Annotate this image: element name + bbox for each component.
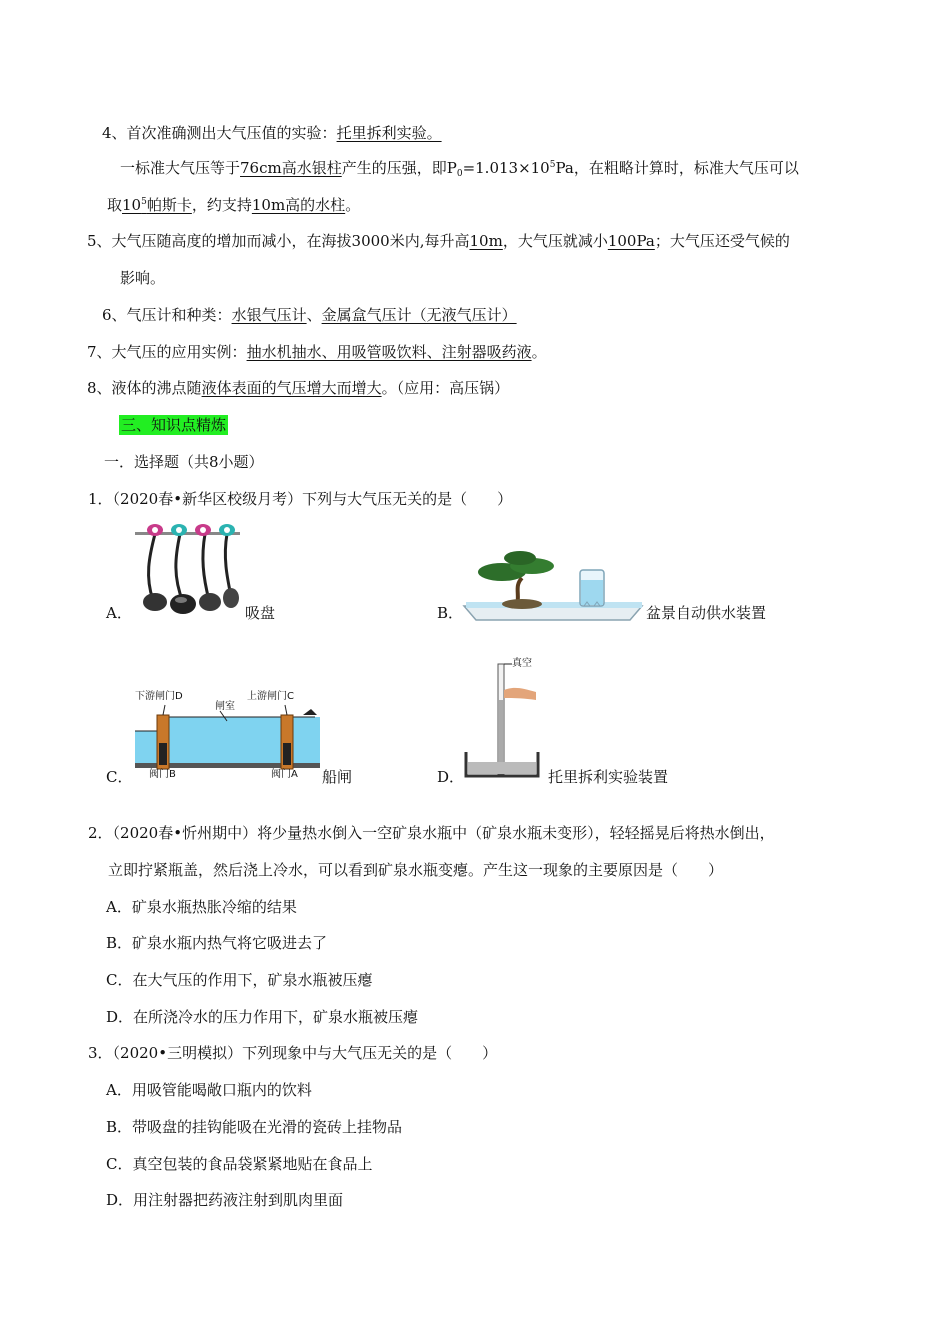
q1-option-b-letter: B． <box>437 604 464 622</box>
sub-heading: 一．选择题（共8小题） <box>104 453 264 471</box>
point-8: 8、液体的沸点随液体表面的气压增大而增大。（应用：高压锅） <box>87 379 510 397</box>
lock-downstream-gate-label: 下游闸门D <box>135 691 183 702</box>
question-2-stem-line2: 立即拧紧瓶盖，然后浇上冷水，可以看到矿泉水瓶变瘪。产生这一现象的主要原因是（ ） <box>108 861 724 879</box>
lock-valve-a-label: 阀门A <box>271 769 298 780</box>
q2-option-d: D．在所浇冷水的压力作用下，矿泉水瓶被压瘪 <box>106 1008 419 1026</box>
q3-option-c: C．真空包装的食品袋紧紧地贴在食品上 <box>106 1155 373 1173</box>
q1-option-c-letter: C． <box>106 768 133 786</box>
q1-option-d-letter: D． <box>437 768 465 786</box>
q1-option-a-letter: A． <box>106 604 132 622</box>
point-5: 5、大气压随高度的增加而减小，在海拔3000米内,每升高10m，大气压就减小100Pa；大气压还受气候的 <box>87 232 790 250</box>
q1-option-d-text: 托里拆利实验装置 <box>548 768 669 786</box>
point-4: 4、首次准确测出大气压值的实验：托里拆利实验。 <box>102 124 442 142</box>
torricelli-vacuum-label: 真空 <box>512 658 532 669</box>
q2-option-b: B．矿泉水瓶内热气将它吸进去了 <box>106 934 328 952</box>
q3-option-d: D．用注射器把药液注射到肌肉里面 <box>106 1191 344 1209</box>
q3-option-a: A．用吸管能喝敞口瓶内的饮料 <box>106 1081 312 1099</box>
question-2-stem: 2．（2020春•忻州期中）将少量热水倒入一空矿泉水瓶中（矿泉水瓶未变形），轻轻摇晃后将热水倒出， <box>88 824 775 842</box>
q2-option-a: A．矿泉水瓶热胀冷缩的结果 <box>106 898 297 916</box>
q2-option-c: C．在大气压的作用下，矿泉水瓶被压瘪 <box>106 971 373 989</box>
torricelli-apparatus-image <box>462 660 544 784</box>
q1-option-c-text: 船闸 <box>322 768 353 786</box>
lock-valve-b-label: 阀门B <box>149 769 176 780</box>
point-5-line2: 影响。 <box>120 269 166 287</box>
q1-option-b-text: 盆景自动供水装置 <box>646 604 767 622</box>
q1-option-a-text: 吸盘 <box>245 604 276 622</box>
section-heading: 三、知识点精炼 <box>121 416 227 434</box>
suction-cups-image <box>135 522 240 616</box>
point-4-line3: 取$10^5$帕斯卡，约支持10m高的水柱。 <box>107 196 361 214</box>
question-3-stem: 3．（2020•三明模拟）下列现象中与大气压无关的是（ ） <box>88 1044 498 1062</box>
point-7: 7、大气压的应用实例：抽水机抽水、用吸管吸饮料、注射器吸药液。 <box>87 343 547 361</box>
lock-chamber-label: 闸室 <box>215 701 235 712</box>
point-4-line2: 一标准大气压等于76cm高水银柱产生的压强，即$P_0=1.013\times 10^5Pa$，在粗略计算时，标准大气压可以 <box>120 159 799 179</box>
ship-lock-image <box>135 693 320 783</box>
bonsai-water-supply-image <box>462 548 644 628</box>
question-1-stem: 1．（2020春•新华区校级月考）下列与大气压无关的是（ ） <box>88 490 513 508</box>
point-6: 6、气压计和种类：水银气压计、金属盒气压计（无液气压计） <box>102 306 517 324</box>
q3-option-b: B．带吸盘的挂钩能吸在光滑的瓷砖上挂物品 <box>106 1118 403 1136</box>
lock-upstream-gate-label: 上游闸门C <box>247 691 294 702</box>
